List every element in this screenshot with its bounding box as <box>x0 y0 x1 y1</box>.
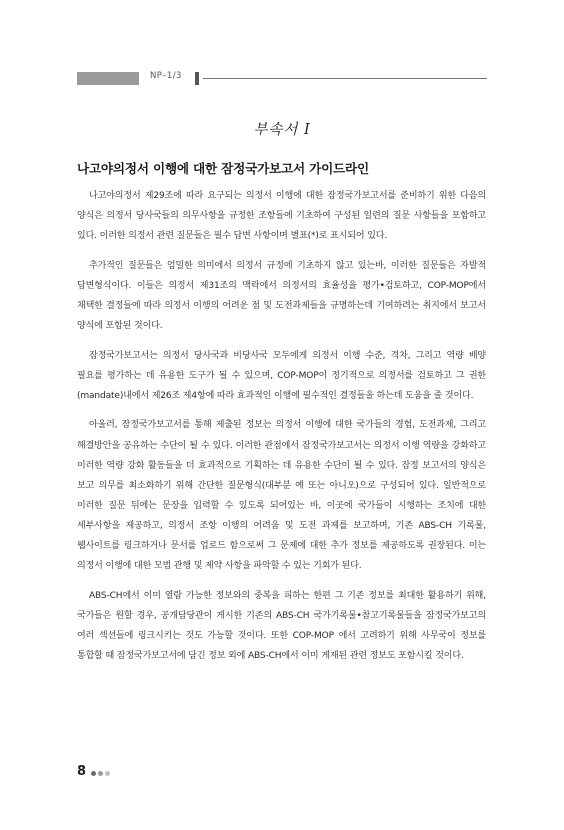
paragraph-3: 잠정국가보고서는 의정서 당사국과 비당사국 모두에게 의정서 이행 수준, 격차, 그리고 역량 배양 필요를 평가하는 데 유용한 도구가 될 수 있으며, COP-MOP이 정기적으로 의정서를 검토하고 그 권한(mandate)내에서 제26조 제4항에 따라 효과적인 이행에 필수적인 결정들을 하는데 도움을 줄 것이다. <box>77 350 486 401</box>
section-heading: 나고야의정서 이행에 대한 잠정국가보고서 가이드라인 <box>77 161 369 176</box>
footer-dot-1 <box>91 771 96 776</box>
paragraph-4: 아울러, 잠정국가보고서를 통해 제출된 정보는 의정서 이행에 대한 국가들의 경험, 도전과제, 그리고 해결방안을 공유하는 수단이 될 수 있다. 이러한 관점에서 잠정국가보고서는 의정서 이행 역량을 강화하고 이러한 역량 강화 활동들을 더 효과적으로 기획하는 데 유용한 수단이 될 수 있다. 잠정 보고서의 양식은 보고 의무를 최소화하기 위해 간단한 질문형식(대부분 예 또는 아니오)으로 구성되어 있다. 일반적으로 이러한 질문 뒤에는 문장을 입력할 수 있도록 되어있는 바, 이곳에 국가들이 시행하는 조치에 대한 세부사항을 제공하고, 의정서 조항 이행의 어려움 및 도전 과제를 보고하며, 기존 ABS-CH 기록물, 웹사이트를 링크하거나 문서를 업로드 함으로써 그 문제에 대한 추가 정보를 제공하도록 권장된다. 이는 의정서 이행에 대한 모범 관행 및 제약 사항을 파악할 수 있는 기회가 된다. <box>77 420 486 572</box>
page-number: 8 <box>77 764 87 779</box>
footer-dot-2 <box>98 771 103 776</box>
header-gray-bar <box>77 72 139 85</box>
header-rule-line <box>203 78 487 79</box>
body-content <box>77 186 486 676</box>
paragraph-5: ABS-CH에서 이미 열람 가능한 정보와의 중복을 피하는 한편 그 기존 정보를 최대한 활용하기 위해, 국가들은 원할 경우, 공개담당관이 게시한 기존의 ABS-CH 국가기록물•참고기록물들을 잠정국가보고의 여러 섹션들에 링크시키는 것도 가능할 것이다. 또한 COP-MOP 에서 고려하기 위해 사무국이 정보를 통합할 때 잠정국가보고서에 담긴 정보 외에 ABS-CH에서 이미 게재된 관련 정보도 포함시킬 것이다. <box>77 590 486 661</box>
paragraph-2: 추가적인 질문들은 엄밀한 의미에서 의정서 규정에 기초하지 않고 있는바, 이러한 질문들은 자발적 답변형식이다. 이들은 의정서 제31조의 맥락에서 의정서의 효율성을 평가•검토하고, COP-MOP에서 채택한 결정들에 따라 의정서 이행의 어려운 점 및 도전과제들을 규명하는데 기여하려는 취지에서 보고서 양식에 포함된 것이다. <box>77 260 486 332</box>
page-header <box>0 0 564 100</box>
header-doc-code: NP–1/3 <box>150 71 182 81</box>
footer-dot-3 <box>105 771 110 776</box>
paragraph-1: 나고야의정서 제29조에 따라 요구되는 의정서 이행에 대한 잠정국가보고서를 준비하기 위한 다음의 양식은 의정서 당사국들의 의무사항을 규정한 조항들에 기초하여 구성된 일련의 질문 사항들을 포함하고 있다. 이러한 의정서 관련 질문들은 필수 답변 사항이며 별표(*)로 표시되어 있다. <box>77 191 486 242</box>
annex-title: 부속서 I <box>253 122 311 138</box>
page-footer <box>77 764 277 784</box>
header-separator-bar <box>195 72 199 85</box>
